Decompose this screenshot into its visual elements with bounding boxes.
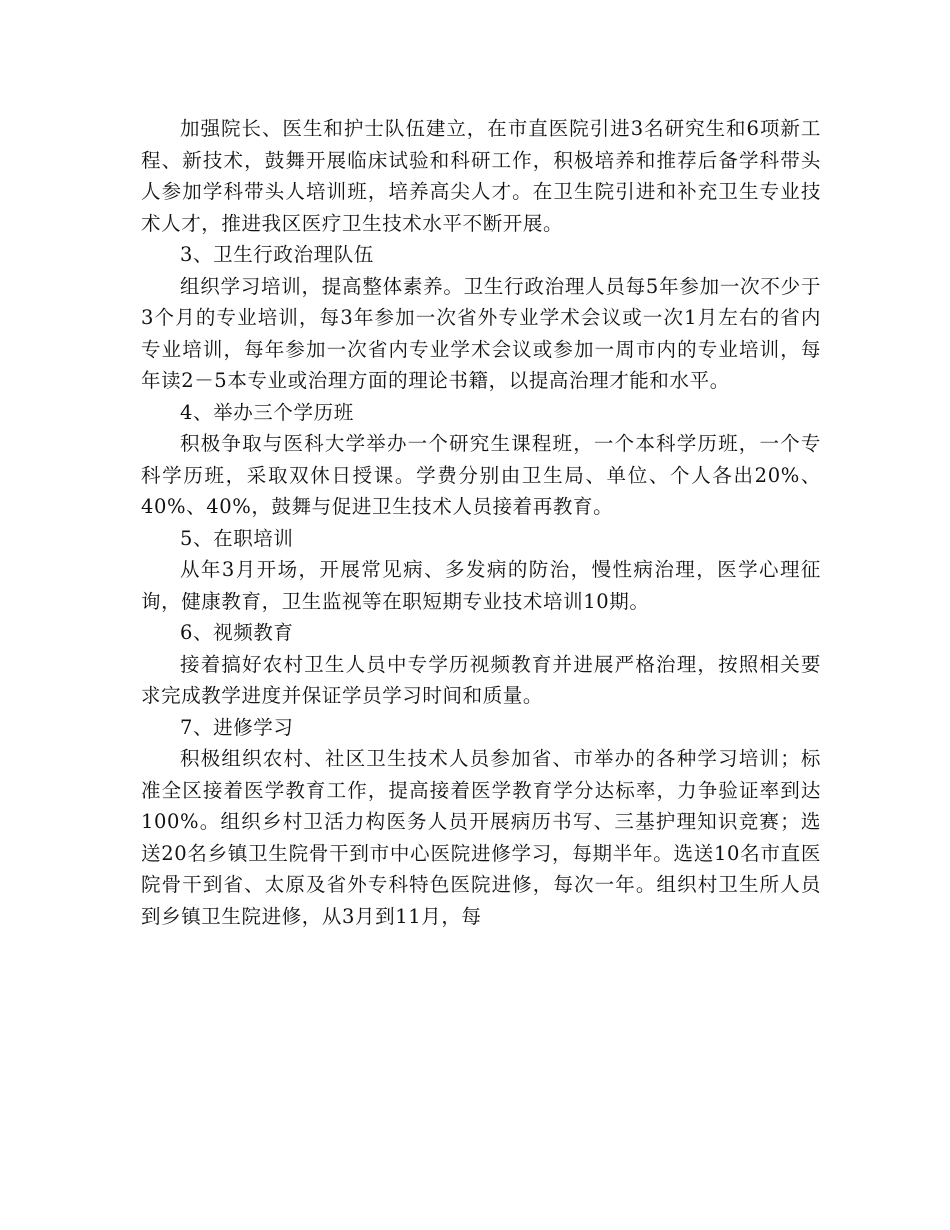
body-paragraph: 加强院长、医生和护士队伍建立，在市直医院引进3名研究生和6项新工程、新技术，鼓舞开展临床试验和科研工作，积极培养和推荐后备学科带头人参加学科带头人培训班，培养高尖人才。在卫生院引进和补充卫生专业技术人才，推进我区医疗卫生技术水平不断开展。 — [141, 117, 821, 235]
section-heading: 6、视频教育 — [180, 621, 294, 644]
body-paragraph: 积极争取与医科大学举办一个研究生课程班，一个本科学历班，一个专科学历班，采取双休日授课。学费分别由卫生局、单位、个人各出20%、40%、40%，鼓舞与促进卫生技术人员接着再教育。 — [141, 432, 821, 518]
section-heading: 5、在职培训 — [180, 526, 294, 550]
body-paragraph: 接着搞好农村卫生人员中专学历视频教育并进展严格治理，按照相关要求完成教学进度并保证学员学习时间和质量。 — [141, 652, 821, 707]
body-paragraph: 组织学习培训，提高整体素养。卫生行政治理人员每5年参加一次不少于3个月的专业培训，每3年参加一次省外专业学术会议或一次1月左右的省内专业培训，每年参加一次省内专业学术会议或参加一周市内的专业培训，每年读2－5本专业或治理方面的理论书籍，以提高治理才能和水平。 — [141, 274, 821, 392]
section-heading: 3、卫生行政治理队伍 — [180, 243, 374, 266]
section-heading: 4、举办三个学历班 — [180, 400, 354, 424]
body-paragraph: 从年3月开场，开展常见病、多发病的防治，慢性病治理，医学心理征询，健康教育，卫生监视等在职短期专业技术培训10期。 — [141, 558, 821, 613]
document-body — [141, 113, 821, 932]
section-heading: 7、进修学习 — [180, 715, 294, 739]
body-paragraph: 积极组织农村、社区卫生技术人员参加省、市举办的各种学习培训；标准全区接着医学教育工作，提高接着医学教育学分达标率，力争验证率到达100%。组织乡村卫活力构医务人员开展病历书写、三基护理知识竞赛；选送20名乡镇卫生院骨干到市中心医院进修学习，每期半年。选送10名市直医院骨干到省、太原及省外专科特色医院进修，每次一年。组织村卫生所人员到乡镇卫生院进修，从3月到11月，每 — [141, 747, 821, 928]
